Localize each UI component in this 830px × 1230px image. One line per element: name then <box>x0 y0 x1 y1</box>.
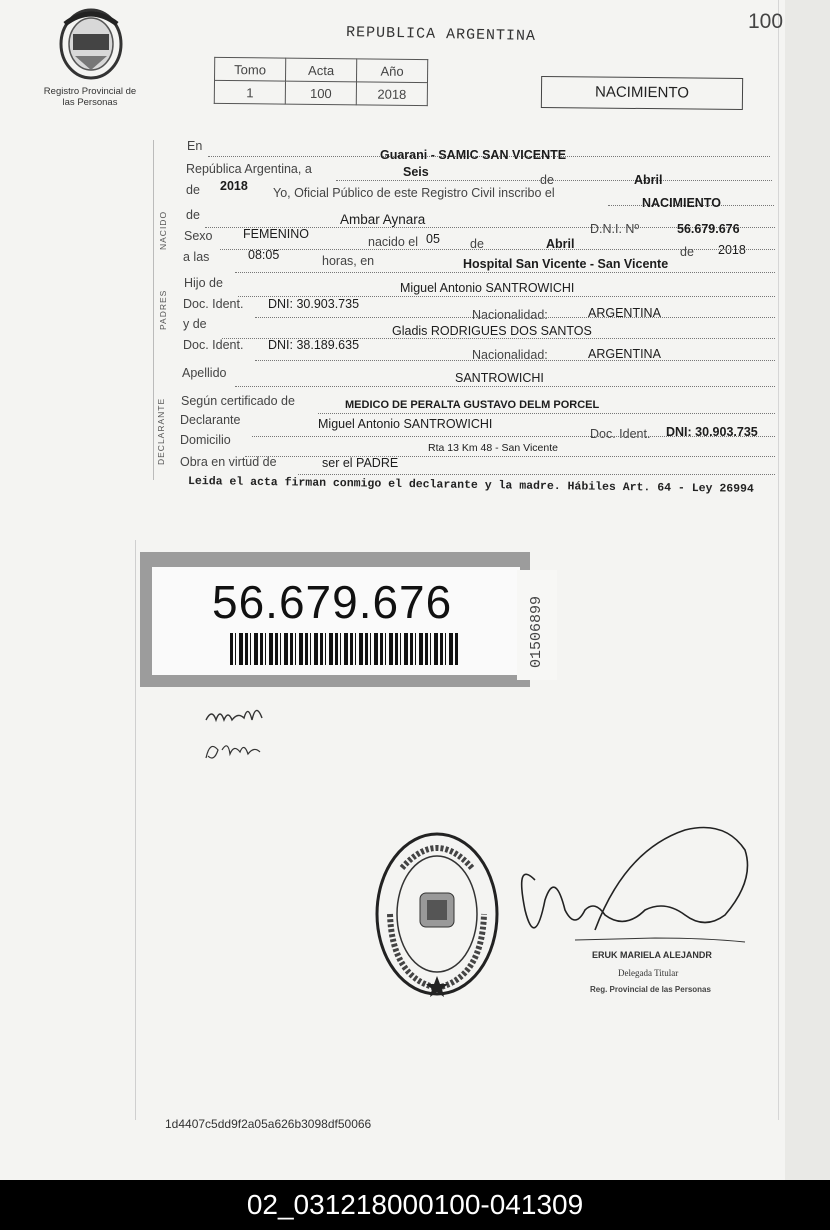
label-obra: Obra en virtud de <box>180 455 277 469</box>
value-father: Miguel Antonio SANTROWICHI <box>400 281 575 295</box>
label-oficial: Yo, Oficial Público de este Registro Civil inscribo el <box>273 186 555 200</box>
value-mother: Gladis RODRIGUES DOS SANTOS <box>392 324 592 338</box>
col-acta: Acta <box>286 58 357 82</box>
label-hijo-de: Hijo de <box>184 276 223 290</box>
line-mother-doc <box>255 360 775 361</box>
value-sex: FEMENINO <box>243 227 309 241</box>
label-de: de <box>540 173 554 187</box>
label-nacionalidad: Nacionalidad: <box>472 308 548 322</box>
tomo-value: 1 <box>214 80 285 104</box>
document-title: REPUBLICA ARGENTINA <box>345 24 537 45</box>
label-de-year2: de <box>680 245 694 259</box>
line-birth <box>220 249 775 250</box>
side-label-padres: PADRES <box>158 289 168 330</box>
label-a-las: a las <box>183 250 210 264</box>
label-de-month: de <box>470 237 484 251</box>
line-certificate <box>318 413 775 414</box>
official-seal-icon <box>372 828 502 1000</box>
label-y-de: y de <box>183 317 207 331</box>
value-declarant: Miguel Antonio SANTROWICHI <box>318 417 493 431</box>
label-apellido: Apellido <box>182 366 227 380</box>
value-place: Guarani - SAMIC SAN VICENTE <box>380 148 567 162</box>
value-hospital: Hospital San Vicente - San Vicente <box>463 257 669 271</box>
value-father-doc: DNI: 30.903.735 <box>268 297 360 311</box>
closing-statement: Leida el acta firman conmigo el declarante y la madre. Hábiles Art. 64 - Ley 26994 <box>187 474 754 496</box>
value-surname: SANTROWICHI <box>455 371 544 385</box>
value-name: Ambar Aynara <box>340 212 426 227</box>
label-nacido-el: nacido el <box>368 235 419 249</box>
ano-value: 2018 <box>356 82 427 106</box>
record-type-box: NACIMIENTO <box>541 76 743 110</box>
value-month: Abril <box>634 173 663 187</box>
label-horas-en: horas, en <box>322 254 375 268</box>
value-declarant-doc: DNI: 30.903.735 <box>666 425 758 439</box>
label-sexo: Sexo <box>184 229 213 243</box>
label-doc-ident2: Doc. Ident. <box>183 338 244 352</box>
value-day-word: Seis <box>403 165 429 179</box>
value-year: 2018 <box>220 179 248 193</box>
document-hash: 1d4407c5dd9f2a05a626b3098df50066 <box>165 1117 372 1131</box>
value-birth-month: Abril <box>546 237 575 251</box>
official-office: Reg. Provincial de las Personas <box>590 985 711 994</box>
value-birth-day: 05 <box>426 232 440 246</box>
label-dni: D.N.I. Nº <box>590 222 640 236</box>
sticker-label <box>152 567 520 675</box>
label-doc-ident: Doc. Ident. <box>183 297 244 311</box>
line-capacity <box>298 474 775 475</box>
label-declarante: Declarante <box>180 413 241 427</box>
value-mother-nat: ARGENTINA <box>588 347 661 361</box>
value-record: NACIMIENTO <box>642 196 721 210</box>
registry-name: Registro Provincial de las Personas <box>43 86 137 108</box>
label-segun: Según certificado de <box>181 394 295 408</box>
volume-table <box>214 57 428 106</box>
label-nacionalidad2: Nacionalidad: <box>472 348 548 362</box>
official-title: Delegada Titular <box>618 968 679 978</box>
label-en: En <box>187 139 203 153</box>
col-ano: Año <box>356 59 427 83</box>
acta-value: 100 <box>285 81 356 105</box>
value-certificate: MEDICO DE PERALTA GUSTAVO DELM PORCEL <box>345 399 600 411</box>
right-margin-line <box>778 0 779 1120</box>
value-father-nat: ARGENTINA <box>588 306 661 320</box>
handwritten-signatures-icon <box>200 700 290 770</box>
left-margin-line <box>153 140 154 480</box>
official-name: ERUK MARIELA ALEJANDR <box>592 950 712 960</box>
provincial-emblem-icon <box>55 4 127 82</box>
side-label-nacido: NACIDO <box>158 210 168 250</box>
sticker-serial: 01506899 <box>528 595 545 668</box>
label-doc-ident3: Doc. Ident. <box>590 427 651 441</box>
dni-sticker <box>140 552 530 687</box>
value-dni: 56.679.676 <box>677 222 740 236</box>
barcode <box>230 633 460 665</box>
value-birth-year: 2018 <box>718 243 746 257</box>
label-domicilio: Domicilio <box>180 433 231 447</box>
label-de-year: de <box>186 183 200 197</box>
page-edge <box>785 0 830 1180</box>
value-address: Rta 13 Km 48 - San Vicente <box>428 442 558 454</box>
value-capacity: ser el PADRE <box>322 456 399 470</box>
left-margin-line-lower <box>135 540 136 1120</box>
value-time: 08:05 <box>248 248 280 262</box>
label-nacido-de: de <box>186 208 200 222</box>
line-hospital <box>235 272 775 273</box>
line-surname <box>235 386 775 387</box>
official-signature-icon <box>505 820 765 960</box>
file-id-footer: 02_031218000100-041309 <box>0 1180 830 1230</box>
sticker-dni-number: 56.679.676 <box>212 576 453 628</box>
page-number: 100 <box>748 10 784 33</box>
line-father-doc <box>255 317 775 318</box>
line-date <box>336 180 772 181</box>
side-label-declarante: DECLARANTE <box>156 397 166 465</box>
value-mother-doc: DNI: 38.189.635 <box>268 338 360 352</box>
line-declarant <box>252 436 775 437</box>
col-tomo: Tomo <box>215 57 286 81</box>
label-republica: República Argentina, a <box>186 162 312 176</box>
